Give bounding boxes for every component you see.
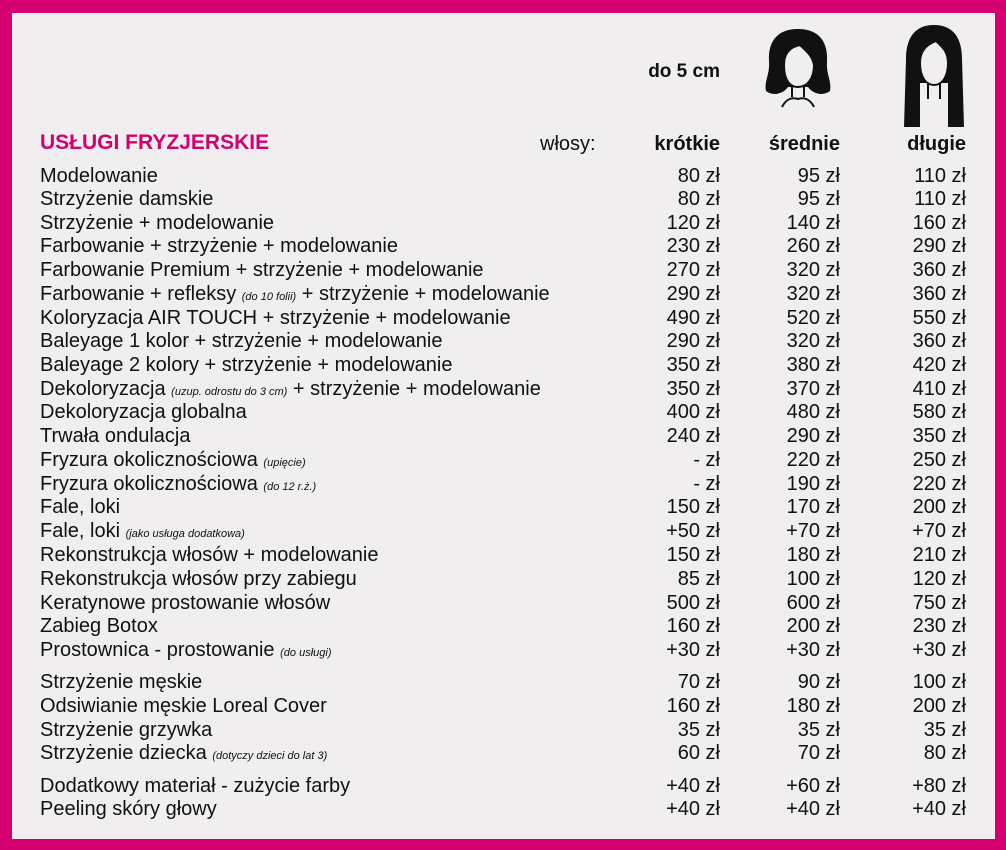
- service-label: Modelowanie: [40, 165, 158, 187]
- price-long: 750 zł: [912, 592, 966, 614]
- service-label-suffix: + strzyżenie + modelowanie: [301, 283, 550, 305]
- short-length-label: do 5 cm: [648, 61, 720, 82]
- table-row: [12, 354, 995, 378]
- price-short: 80 zł: [677, 188, 720, 210]
- service-label: Farbowanie Premium + strzyżenie + modelowanie: [40, 259, 484, 281]
- price-short: +40 zł: [666, 775, 720, 797]
- service-label: Fryzura okolicznościowa: [40, 449, 258, 471]
- service-note: (do 12 r.ż.): [263, 481, 317, 493]
- price-long: 200 zł: [912, 496, 966, 518]
- price-long: 80 zł: [923, 742, 966, 764]
- service-name: [40, 775, 350, 798]
- service-name: [40, 425, 190, 448]
- price-short: 290 zł: [666, 283, 720, 305]
- service-label: Odsiwianie męskie Loreal Cover: [40, 695, 327, 717]
- price-short: +30 zł: [666, 639, 720, 661]
- service-label: Zabieg Botox: [40, 615, 158, 637]
- price-short: 120 zł: [666, 212, 720, 234]
- table-row: [12, 520, 995, 544]
- service-name: [40, 639, 331, 662]
- table-row: [12, 719, 995, 743]
- price-long: +70 zł: [912, 520, 966, 542]
- price-medium: 95 zł: [797, 165, 840, 187]
- price-long: 110 zł: [914, 165, 966, 187]
- table-row: [12, 307, 995, 331]
- price-short: 400 zł: [666, 401, 720, 423]
- price-short: +40 zł: [666, 798, 720, 820]
- price-medium: 320 zł: [786, 283, 840, 305]
- table-row: [12, 473, 995, 497]
- service-label: Strzyżenie + modelowanie: [40, 212, 275, 234]
- table-row: [12, 544, 995, 568]
- column-header-medium: średnie: [768, 133, 840, 155]
- service-name: [40, 473, 316, 496]
- price-medium: 200 zł: [786, 615, 840, 637]
- price-medium: 90 zł: [797, 671, 840, 693]
- price-long: 550 zł: [912, 307, 966, 329]
- service-name: [40, 449, 306, 472]
- service-label: Rekonstrukcja włosów + modelowanie: [40, 544, 379, 566]
- price-short: 150 zł: [666, 544, 720, 566]
- price-short: 85 zł: [677, 568, 720, 590]
- price-long: 360 zł: [912, 259, 966, 281]
- service-name: [40, 671, 202, 694]
- price-long: 580 zł: [912, 401, 966, 423]
- service-name: [40, 307, 511, 330]
- price-short: 70 zł: [677, 671, 720, 693]
- price-medium: 290 zł: [786, 425, 840, 447]
- price-short: 500 zł: [666, 592, 720, 614]
- price-long: 160 zł: [912, 212, 966, 234]
- service-note: (do 10 folii): [241, 291, 297, 303]
- service-name: [40, 742, 327, 765]
- price-long: +30 zł: [912, 639, 966, 661]
- column-header-long: długie: [907, 133, 966, 155]
- price-short: 80 zł: [677, 165, 720, 187]
- price-medium: 480 zł: [786, 401, 840, 423]
- table-row: [12, 496, 995, 520]
- price-medium: 600 zł: [786, 592, 840, 614]
- service-name: [40, 401, 247, 424]
- service-label: Strzyżenie damskie: [40, 188, 214, 210]
- price-short: - zł: [693, 473, 720, 495]
- service-label: Koloryzacja AIR TOUCH + strzyżenie + modelowanie: [40, 307, 511, 329]
- table-row: [12, 165, 995, 189]
- price-long: 100 zł: [912, 671, 966, 693]
- service-name: [40, 520, 245, 543]
- service-name: [40, 212, 274, 235]
- price-medium: 70 zł: [797, 742, 840, 764]
- price-medium: 320 zł: [786, 259, 840, 281]
- service-label: Fale, loki: [40, 496, 121, 518]
- price-short: 230 zł: [666, 235, 720, 257]
- service-note: (do usługi): [280, 647, 332, 659]
- service-label: Fale, loki: [40, 520, 121, 542]
- service-label: Fryzura okolicznościowa: [40, 473, 258, 495]
- section-title: USŁUGI FRYZJERSKIE: [40, 131, 270, 154]
- table-row: [12, 425, 995, 449]
- price-long: 120 zł: [912, 568, 966, 590]
- service-name: [40, 165, 158, 188]
- table-row: [12, 330, 995, 354]
- service-name: [40, 235, 398, 258]
- price-long: +40 zł: [912, 798, 966, 820]
- table-row: [12, 615, 995, 639]
- price-short: 60 zł: [677, 742, 720, 764]
- price-short: 35 zł: [677, 719, 720, 741]
- price-medium: +40 zł: [786, 798, 840, 820]
- service-name: [40, 259, 484, 282]
- price-short: 160 zł: [666, 615, 720, 637]
- service-label: Prostownica - prostowanie: [40, 639, 275, 661]
- price-medium: 140 zł: [786, 212, 840, 234]
- service-label: Dekoloryzacja globalna: [40, 401, 247, 423]
- price-long: 210 zł: [912, 544, 966, 566]
- service-label: Keratynowe prostowanie włosów: [40, 592, 331, 614]
- column-header-short: krótkie: [654, 133, 720, 155]
- price-short: 160 zł: [666, 695, 720, 717]
- table-row: [12, 671, 995, 695]
- table-row: [12, 378, 995, 402]
- service-label: Dodatkowy materiał - zużycie farby: [40, 775, 351, 797]
- service-label: Strzyżenie męskie: [40, 671, 203, 693]
- table-row: [12, 775, 995, 799]
- service-name: [40, 719, 212, 742]
- price-medium: 180 zł: [786, 544, 840, 566]
- table-row: [12, 259, 995, 283]
- service-name: [40, 615, 158, 638]
- service-label: Trwała ondulacja: [40, 425, 191, 447]
- price-long: 360 zł: [912, 330, 966, 352]
- price-short: 150 zł: [666, 496, 720, 518]
- price-long: +80 zł: [912, 775, 966, 797]
- service-label: Dekoloryzacja: [40, 378, 166, 400]
- service-note: (uzup. odrostu do 3 cm): [171, 386, 288, 398]
- table-row: [12, 798, 995, 822]
- service-name: [40, 354, 452, 377]
- price-long: 350 zł: [912, 425, 966, 447]
- price-medium: 220 zł: [786, 449, 840, 471]
- service-name: [40, 798, 217, 821]
- price-medium: 95 zł: [797, 188, 840, 210]
- medium-hair-woman-icon: [760, 25, 836, 111]
- price-short: - zł: [693, 449, 720, 471]
- price-short: 290 zł: [666, 330, 720, 352]
- price-medium: +30 zł: [786, 639, 840, 661]
- price-long: 360 zł: [912, 283, 966, 305]
- service-name: [40, 283, 550, 306]
- service-name: [40, 378, 541, 401]
- table-row: [12, 695, 995, 719]
- price-medium: 380 zł: [786, 354, 840, 376]
- price-medium: +60 zł: [786, 775, 840, 797]
- table-row: [12, 449, 995, 473]
- price-long: 230 zł: [912, 615, 966, 637]
- price-short: 350 zł: [666, 378, 720, 400]
- hair-length-label: włosy:: [540, 133, 596, 155]
- service-name: [40, 496, 120, 519]
- price-long: 290 zł: [912, 235, 966, 257]
- long-hair-woman-icon: [898, 23, 970, 131]
- service-label: Strzyżenie dziecka: [40, 742, 207, 764]
- price-medium: 370 zł: [786, 378, 840, 400]
- price-medium: 180 zł: [786, 695, 840, 717]
- service-label: Baleyage 1 kolor + strzyżenie + modelowanie: [40, 330, 443, 352]
- service-label: Peeling skóry głowy: [40, 798, 217, 820]
- table-row: [12, 742, 995, 766]
- price-medium: 170 zł: [786, 496, 840, 518]
- service-name: [40, 568, 357, 591]
- price-short: 490 zł: [666, 307, 720, 329]
- price-long: 35 zł: [923, 719, 966, 741]
- service-label: Farbowanie + refleksy: [40, 283, 237, 305]
- table-row: [12, 212, 995, 236]
- service-name: [40, 188, 213, 211]
- price-short: 350 zł: [666, 354, 720, 376]
- table-row: [12, 401, 995, 425]
- price-long: 250 zł: [912, 449, 966, 471]
- service-name: [40, 330, 442, 353]
- service-label: Farbowanie + strzyżenie + modelowanie: [40, 235, 398, 257]
- price-short: 240 zł: [666, 425, 720, 447]
- price-long: 110 zł: [914, 188, 966, 210]
- service-note: (jako usługa dodatkowa): [125, 528, 245, 540]
- table-row: [12, 639, 995, 663]
- price-medium: 35 zł: [797, 719, 840, 741]
- table-row: [12, 283, 995, 307]
- price-medium: 100 zł: [786, 568, 840, 590]
- price-medium: +70 zł: [786, 520, 840, 542]
- service-name: [40, 544, 379, 567]
- table-row: [12, 188, 995, 212]
- service-name: [40, 695, 327, 718]
- price-medium: 260 zł: [786, 235, 840, 257]
- price-medium: 320 zł: [786, 330, 840, 352]
- price-long: 220 zł: [912, 473, 966, 495]
- service-label: Baleyage 2 kolory + strzyżenie + modelowanie: [40, 354, 453, 376]
- price-medium: 520 zł: [786, 307, 840, 329]
- table-row: [12, 592, 995, 616]
- price-long: 420 zł: [912, 354, 966, 376]
- price-long: 200 zł: [912, 695, 966, 717]
- service-note: (dotyczy dzieci do lat 3): [212, 750, 328, 762]
- price-medium: 190 zł: [786, 473, 840, 495]
- price-short: 270 zł: [666, 259, 720, 281]
- service-note: (upięcie): [263, 457, 306, 469]
- service-label: Rekonstrukcja włosów przy zabiegu: [40, 568, 357, 590]
- service-label-suffix: + strzyżenie + modelowanie: [292, 378, 541, 400]
- price-short: +50 zł: [666, 520, 720, 542]
- service-label: Strzyżenie grzywka: [40, 719, 213, 741]
- service-name: [40, 592, 330, 615]
- table-row: [12, 235, 995, 259]
- price-long: 410 zł: [912, 378, 966, 400]
- table-row: [12, 568, 995, 592]
- price-list-panel: [12, 13, 995, 839]
